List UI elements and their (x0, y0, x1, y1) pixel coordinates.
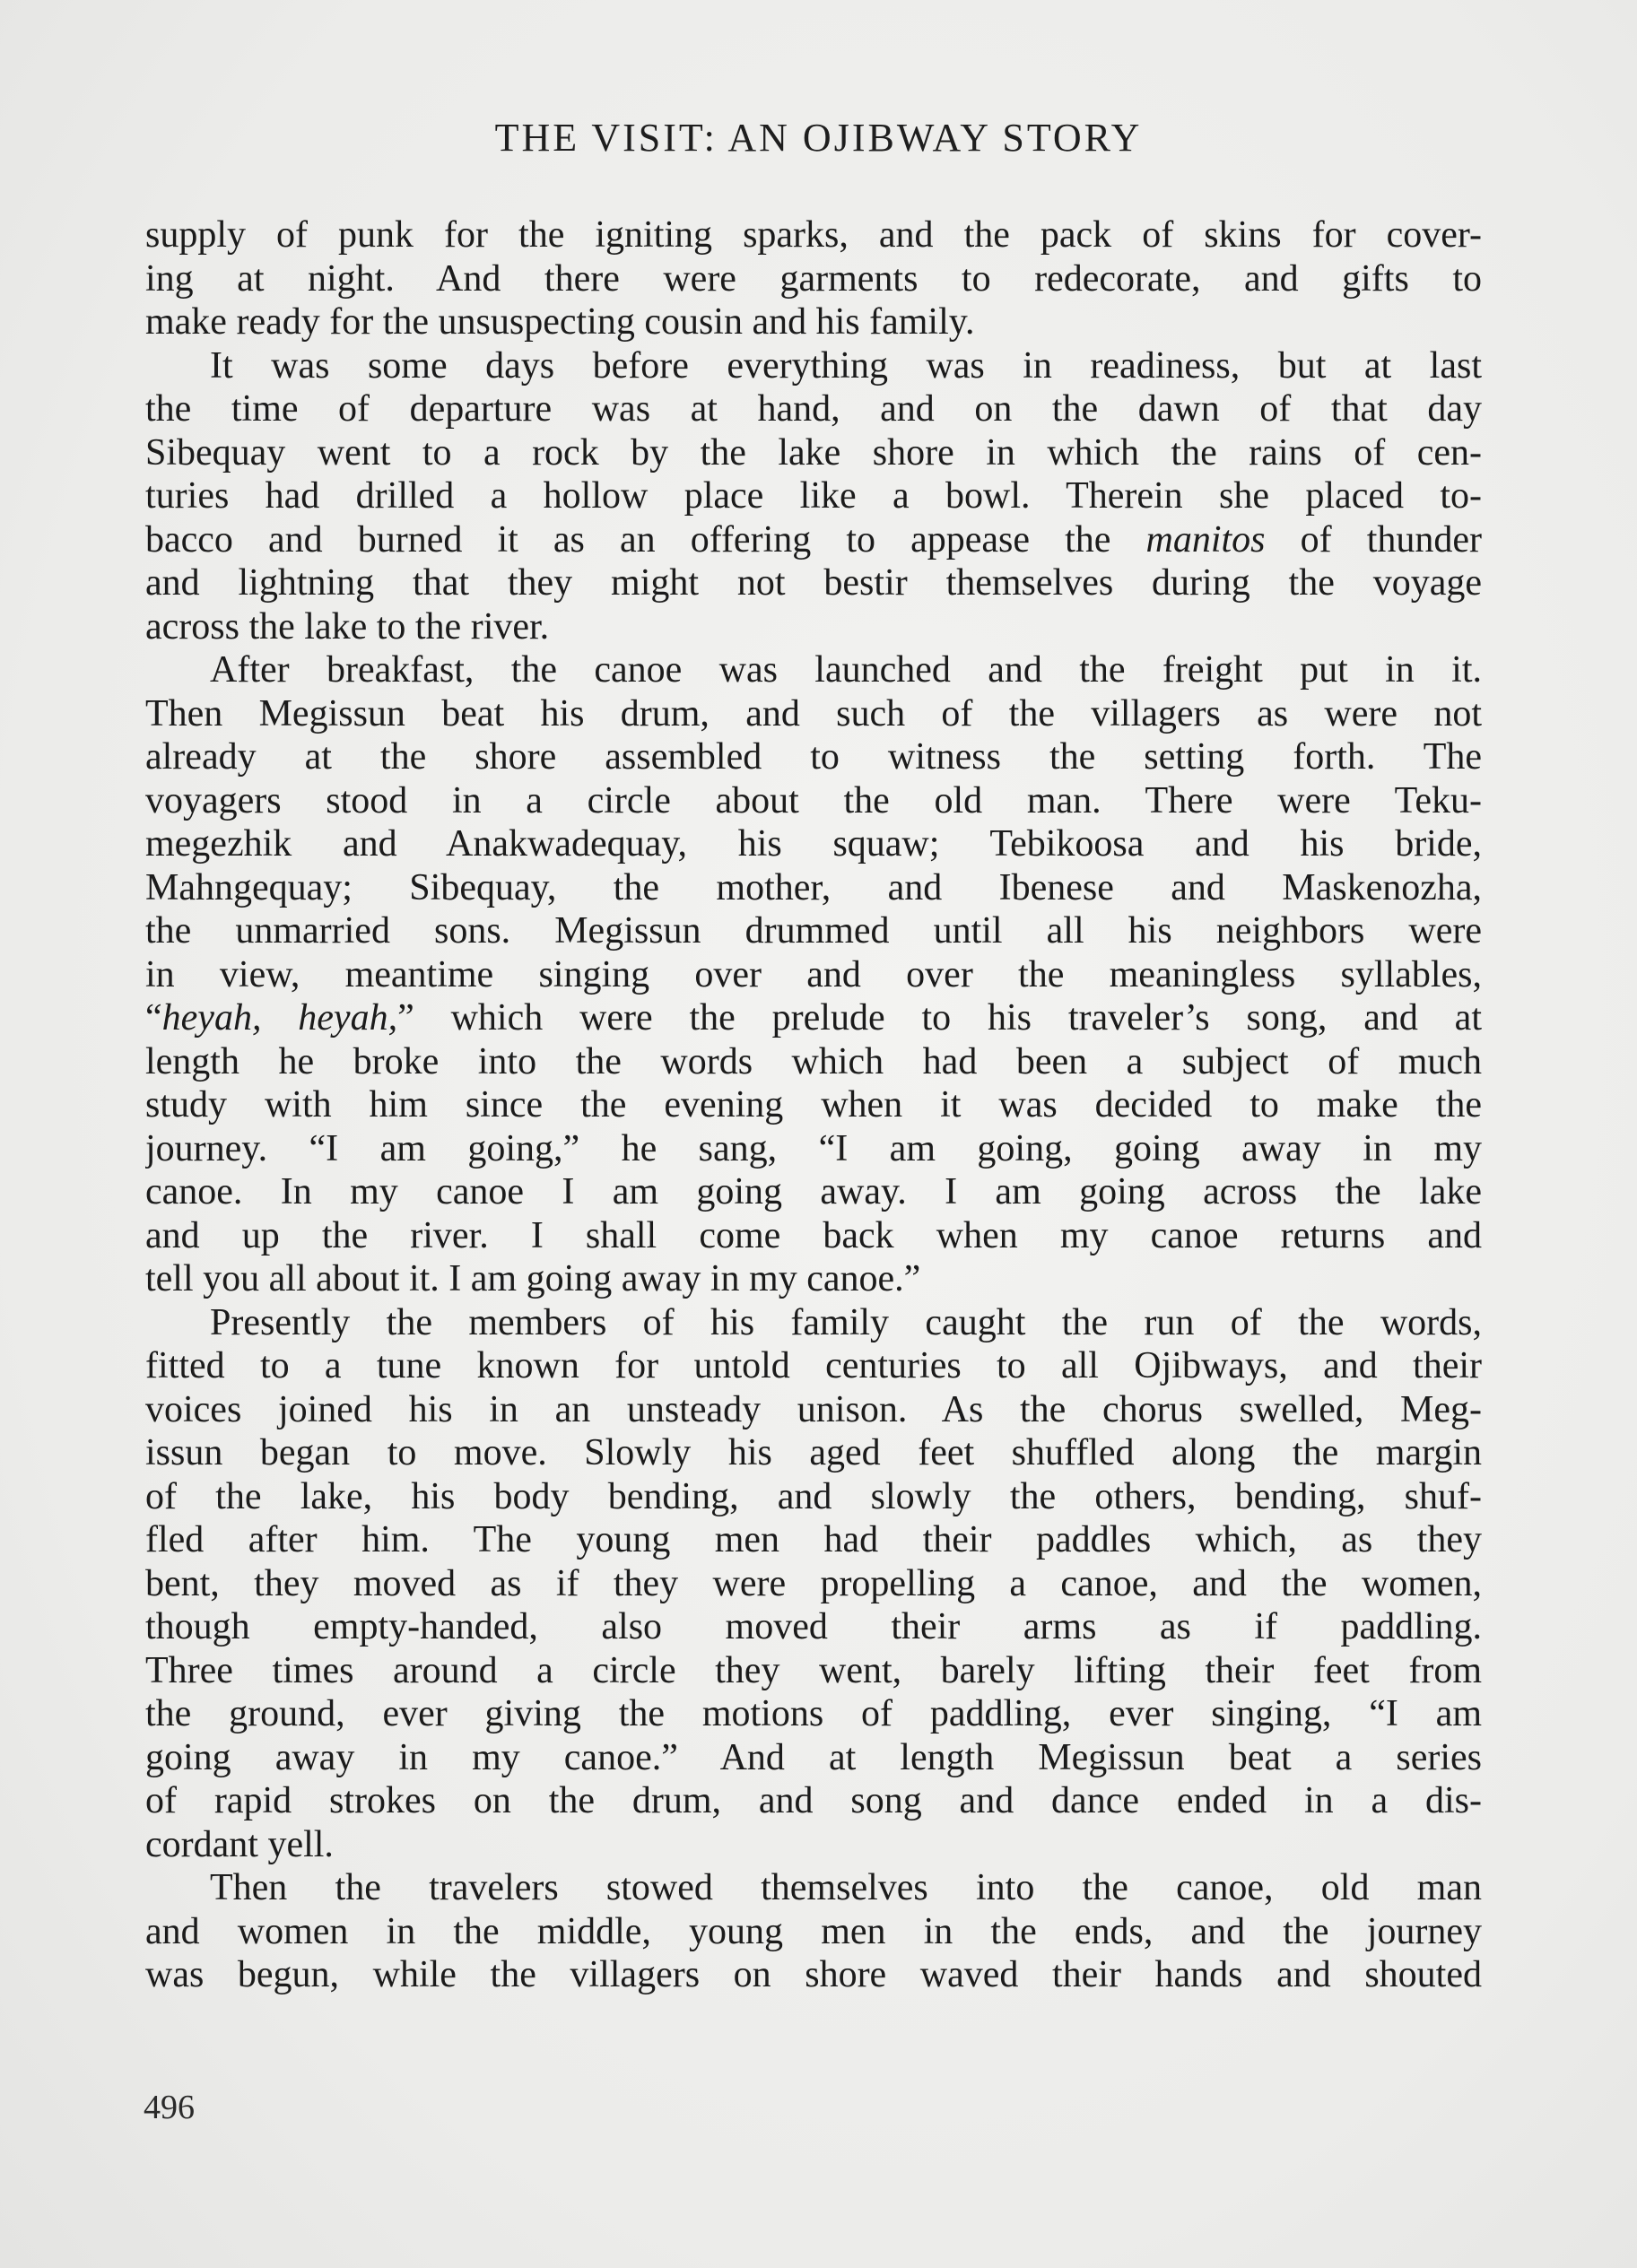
text-line: and women in the middle, young men in the ends, and the journey (145, 1910, 1482, 1952)
paragraph (145, 648, 1482, 1301)
paragraph (145, 1866, 1482, 1997)
paragraph (145, 1301, 1482, 1867)
text-line: and up the river. I shall come back when my canoe returns and (145, 1214, 1482, 1256)
text-line: going away in my canoe.” And at length Megissun beat a series (145, 1736, 1482, 1778)
text-line: Then Megissun beat his drum, and such of the villagers as were not (145, 692, 1482, 734)
text-line: megezhik and Anakwadequay, his squaw; Tebikoosa and his bride, (145, 823, 1482, 865)
text-line: Three times around a circle they went, barely lifting their feet from (145, 1649, 1482, 1691)
text-line: Sibequay went to a rock by the lake shore in which the rains of cen- (145, 431, 1482, 474)
text-line: study with him since the evening when it was decided to make the (145, 1084, 1482, 1125)
text-line: fled after him. The young men had their paddles which, as they (145, 1519, 1482, 1560)
text-line: Presently the members of his family caught the run of the words, (210, 1301, 1482, 1343)
body-text (145, 213, 1482, 1997)
text-line: bacco and burned it as an offering to appease the manitos of thunder (145, 518, 1482, 560)
text-line: bent, they moved as if they were propelling a canoe, and the women, (145, 1562, 1482, 1604)
text-line: canoe. In my canoe I am going away. I am going across the lake (145, 1171, 1482, 1212)
text-line: the unmarried sons. Megissun drummed until all his neighbors were (145, 910, 1482, 952)
text-line: was begun, while the villagers on shore waved their hands and shouted (145, 1954, 1482, 1995)
text-line: After breakfast, the canoe was launched and the freight put in it. (210, 649, 1482, 691)
text-line: supply of punk for the igniting sparks, and the pack of skins for cover- (145, 214, 1482, 256)
paragraph (145, 213, 1482, 344)
text-line: though empty-handed, also moved their arms as if paddling. (145, 1606, 1482, 1647)
paragraph (145, 344, 1482, 649)
text-line: turies had drilled a hollow place like a bowl. Therein she placed to- (145, 475, 1482, 517)
text-line: and lightning that they might not bestir themselves during the voyage (145, 562, 1482, 604)
text-line: It was some days before everything was in readiness, but at last (210, 344, 1482, 387)
text-line: length he broke into the words which had been a subject of much (145, 1040, 1482, 1082)
text-line: ing at night. And there were garments to redecorate, and gifts to (145, 257, 1482, 300)
text-line: Mahngequay; Sibequay, the mother, and Ibenese and Maskenozha, (145, 866, 1482, 908)
page-number: 496 (144, 2089, 195, 2126)
text-line: the ground, ever giving the motions of paddling, ever singing, “I am (145, 1693, 1482, 1734)
text-line: across the lake to the river. (145, 605, 550, 647)
text-line: make ready for the unsuspecting cousin and his family. (145, 301, 975, 343)
running-head: THE VISIT: AN OJIBWAY STORY (494, 116, 1143, 160)
text-line: journey. “I am going,” he sang, “I am going, going away in my (145, 1127, 1482, 1169)
text-line: issun began to move. Slowly his aged feet shuffled along the margin (145, 1432, 1482, 1473)
text-line: Then the travelers stowed themselves into the canoe, old man (210, 1867, 1482, 1908)
text-line: of rapid strokes on the drum, and song and dance ended in a dis- (145, 1780, 1482, 1821)
text-line: in view, meantime singing over and over the meaningless syllables, (145, 953, 1482, 995)
text-line: fitted to a tune known for untold centuries to all Ojibways, and their (145, 1345, 1482, 1386)
text-line: already at the shore assembled to witness the setting forth. The (145, 736, 1482, 778)
text-line: voices joined his in an unsteady unison. As the chorus swelled, Meg- (145, 1388, 1482, 1430)
text-line: the time of departure was at hand, and on the dawn of that day (145, 388, 1482, 430)
text-line: tell you all about it. I am going away in my canoe.” (145, 1258, 921, 1299)
text-line: “heyah, heyah,” which were the prelude to his traveler’s song, and at (145, 997, 1482, 1038)
text-line: cordant yell. (145, 1823, 334, 1865)
text-line: voyagers stood in a circle about the old man. There were Teku- (145, 779, 1482, 821)
text-line: of the lake, his body bending, and slowly the others, bending, shuf- (145, 1475, 1482, 1517)
